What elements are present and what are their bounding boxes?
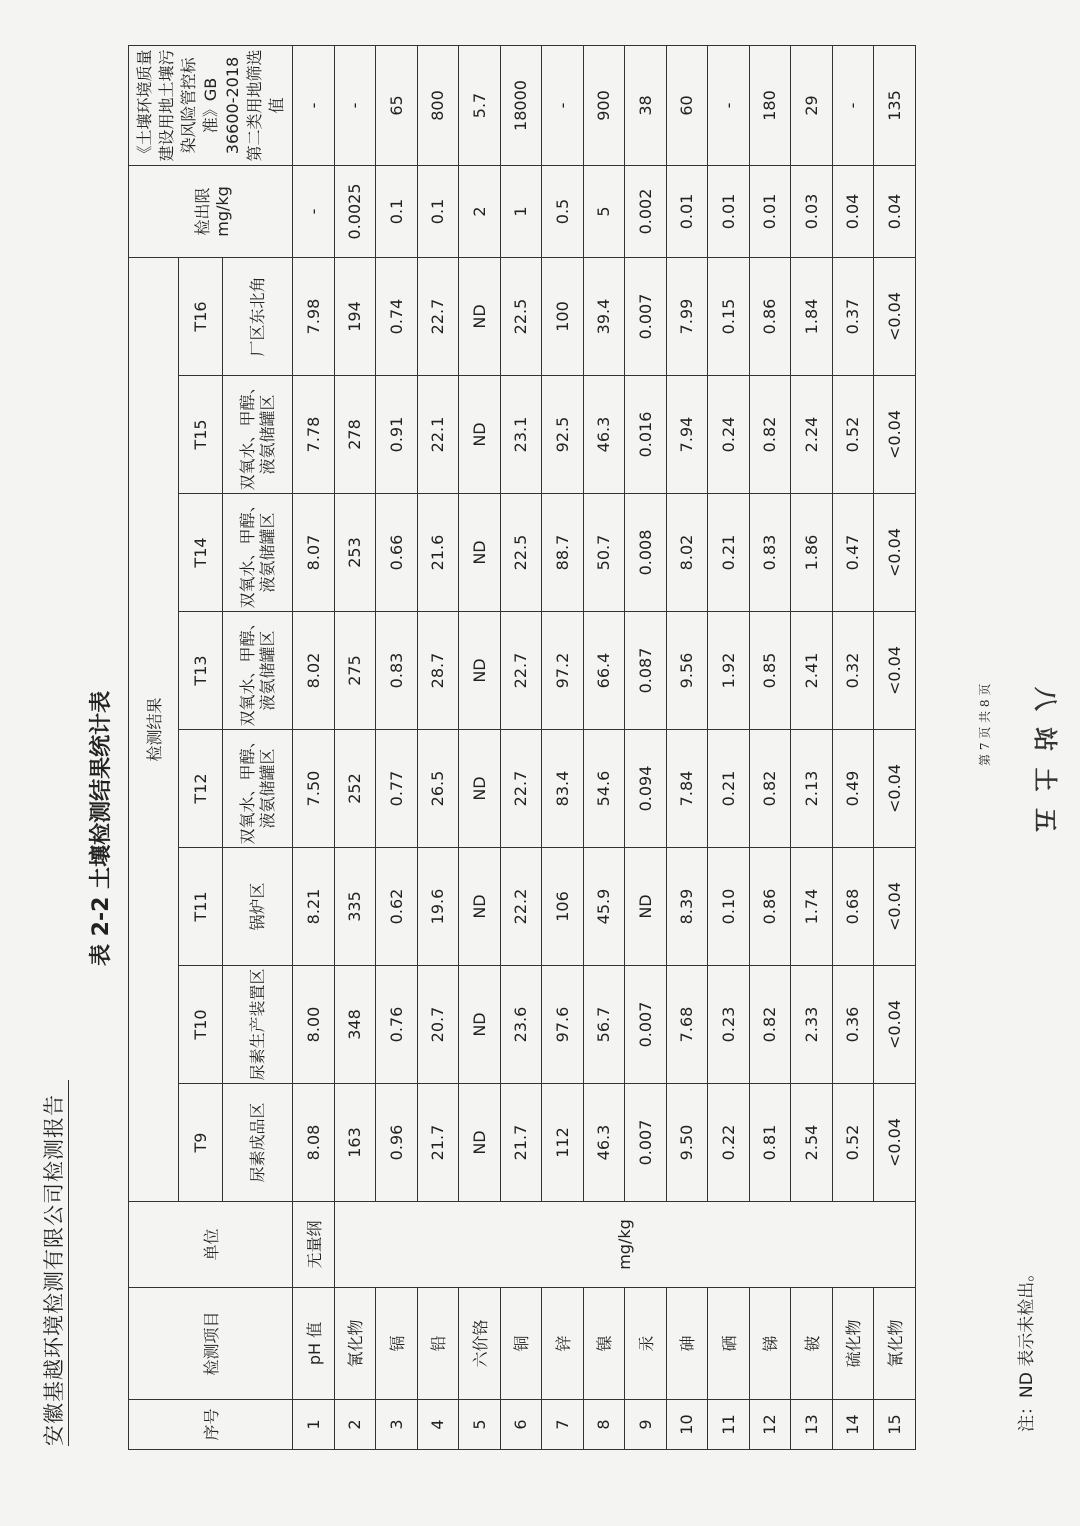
result-value: 8.02	[666, 494, 708, 612]
result-value: 23.6	[500, 966, 542, 1084]
row-item: 铅	[417, 1288, 459, 1400]
result-value: 348	[334, 966, 376, 1084]
table-title: 表 2-2 土壤检测结果统计表	[89, 690, 114, 966]
result-value: 21.7	[417, 1084, 459, 1202]
result-value: 7.78	[293, 376, 335, 494]
result-value: 22.5	[500, 257, 542, 375]
result-value: 0.21	[708, 494, 750, 612]
result-value: 0.10	[708, 848, 750, 966]
row-number: 6	[500, 1400, 542, 1450]
result-value: 2.24	[791, 376, 833, 494]
sample-id: T12	[179, 730, 223, 848]
row-detection-limit: 0.03	[791, 165, 833, 257]
result-value: 7.68	[666, 966, 708, 1084]
result-value: 50.7	[583, 494, 625, 612]
result-value: 0.82	[749, 966, 791, 1084]
result-value: 0.96	[376, 1084, 418, 1202]
result-value: 0.52	[832, 376, 874, 494]
header-detection-limit: 检出限 mg/kg	[129, 165, 293, 257]
page-number: 第 7 页 共 8 页	[978, 683, 992, 766]
result-value: 7.98	[293, 257, 335, 375]
result-value: 0.85	[749, 612, 791, 730]
row-unit: 无量纲	[293, 1202, 335, 1288]
row-item: 氰化物	[334, 1288, 376, 1400]
row-detection-limit: 0.04	[832, 165, 874, 257]
result-value: 88.7	[542, 494, 584, 612]
row-detection-limit: 0.5	[542, 165, 584, 257]
result-value: 0.36	[832, 966, 874, 1084]
table-row	[293, 45, 335, 1449]
result-value: 22.7	[500, 730, 542, 848]
row-standard-value: 135	[874, 45, 916, 165]
result-value: 0.007	[625, 257, 667, 375]
result-value: 22.1	[417, 376, 459, 494]
result-value: 19.6	[417, 848, 459, 966]
result-value: 8.08	[293, 1084, 335, 1202]
row-standard-value: 180	[749, 45, 791, 165]
row-standard-value: 800	[417, 45, 459, 165]
row-standard-value: -	[832, 45, 874, 165]
sample-location: 锅炉区	[223, 848, 293, 966]
result-value: <0.04	[874, 1084, 916, 1202]
result-value: 106	[542, 848, 584, 966]
row-number: 3	[376, 1400, 418, 1450]
header-item: 检测项目	[129, 1288, 293, 1400]
row-standard-value: 29	[791, 45, 833, 165]
result-value: 194	[334, 257, 376, 375]
result-value: 0.47	[832, 494, 874, 612]
row-detection-limit: 0.0025	[334, 165, 376, 257]
result-value: ND	[459, 257, 501, 375]
result-value: 7.99	[666, 257, 708, 375]
result-value: 28.7	[417, 612, 459, 730]
result-value: ND	[459, 612, 501, 730]
result-value: 0.66	[376, 494, 418, 612]
row-item: 镉	[376, 1288, 418, 1400]
row-item: 铜	[500, 1288, 542, 1400]
row-number: 4	[417, 1400, 459, 1450]
row-item: 硒	[708, 1288, 750, 1400]
result-value: <0.04	[874, 494, 916, 612]
result-value: 0.82	[749, 376, 791, 494]
result-value: 2.54	[791, 1084, 833, 1202]
result-value: 8.39	[666, 848, 708, 966]
result-value: ND	[459, 730, 501, 848]
result-value: 0.49	[832, 730, 874, 848]
result-value: <0.04	[874, 257, 916, 375]
result-value: ND	[459, 1084, 501, 1202]
result-value: <0.04	[874, 966, 916, 1084]
result-value: 0.68	[832, 848, 874, 966]
row-item: 硫化物	[832, 1288, 874, 1400]
row-standard-value: 900	[583, 45, 625, 165]
result-value: 0.087	[625, 612, 667, 730]
result-value: 335	[334, 848, 376, 966]
row-number: 2	[334, 1400, 376, 1450]
result-value: 0.22	[708, 1084, 750, 1202]
sample-id: T15	[179, 376, 223, 494]
results-table	[128, 45, 916, 1450]
result-value: 97.2	[542, 612, 584, 730]
result-value: 0.007	[625, 1084, 667, 1202]
row-standard-value: 38	[625, 45, 667, 165]
sample-id: T9	[179, 1084, 223, 1202]
result-value: 21.6	[417, 494, 459, 612]
result-value: 66.4	[583, 612, 625, 730]
row-standard-value: 5.7	[459, 45, 501, 165]
result-value: ND	[625, 848, 667, 966]
row-number: 15	[874, 1400, 916, 1450]
row-number: 13	[791, 1400, 833, 1450]
result-value: 1.86	[791, 494, 833, 612]
row-detection-limit: 0.01	[666, 165, 708, 257]
row-detection-limit: 5	[583, 165, 625, 257]
result-value: <0.04	[874, 848, 916, 966]
row-standard-value: -	[293, 45, 335, 165]
result-value: 100	[542, 257, 584, 375]
result-value: 2.33	[791, 966, 833, 1084]
result-value: 252	[334, 730, 376, 848]
company-header: 安徽基越环境检测有限公司检测报告	[38, 1080, 69, 1446]
row-item: 铍	[791, 1288, 833, 1400]
result-value: 22.5	[500, 494, 542, 612]
result-value: ND	[459, 966, 501, 1084]
row-number: 7	[542, 1400, 584, 1450]
row-number: 8	[583, 1400, 625, 1450]
sample-location: 双氧水、甲醇、液氨储罐区	[223, 376, 293, 494]
result-value: 2.41	[791, 612, 833, 730]
sample-location: 尿素成品区	[223, 1084, 293, 1202]
result-value: <0.04	[874, 612, 916, 730]
row-number: 9	[625, 1400, 667, 1450]
result-value: 20.7	[417, 966, 459, 1084]
result-value: 8.00	[293, 966, 335, 1084]
result-value: 46.3	[583, 376, 625, 494]
header-seq: 序号	[129, 1400, 293, 1450]
result-value: 39.4	[583, 257, 625, 375]
row-item: pH 值	[293, 1288, 335, 1400]
result-value: 0.21	[708, 730, 750, 848]
sample-location: 尿素生产装置区	[223, 966, 293, 1084]
result-value: ND	[459, 848, 501, 966]
row-detection-limit: -	[293, 165, 335, 257]
result-value: 0.86	[749, 257, 791, 375]
row-item: 汞	[625, 1288, 667, 1400]
result-value: 0.82	[749, 730, 791, 848]
result-value: 7.84	[666, 730, 708, 848]
row-standard-value: 18000	[500, 45, 542, 165]
result-value: 0.62	[376, 848, 418, 966]
result-value: 45.9	[583, 848, 625, 966]
result-value: 1.84	[791, 257, 833, 375]
stamp-mark: 八 站 土 五	[1031, 686, 1059, 836]
row-detection-limit: 1	[500, 165, 542, 257]
results-body	[293, 45, 916, 1449]
row-unit: mg/kg	[334, 1202, 915, 1288]
row-detection-limit: 0.1	[376, 165, 418, 257]
row-standard-value: -	[334, 45, 376, 165]
row-number: 14	[832, 1400, 874, 1450]
result-value: 275	[334, 612, 376, 730]
table-row	[334, 45, 376, 1449]
result-value: 7.50	[293, 730, 335, 848]
result-value: 253	[334, 494, 376, 612]
result-value: 0.23	[708, 966, 750, 1084]
result-value: 0.37	[832, 257, 874, 375]
result-value: 0.77	[376, 730, 418, 848]
result-value: 0.15	[708, 257, 750, 375]
result-value: 46.3	[583, 1084, 625, 1202]
row-item: 砷	[666, 1288, 708, 1400]
result-value: 1.74	[791, 848, 833, 966]
result-value: 8.02	[293, 612, 335, 730]
result-value: 0.91	[376, 376, 418, 494]
result-value: 0.016	[625, 376, 667, 494]
result-value: 1.92	[708, 612, 750, 730]
sample-id: T14	[179, 494, 223, 612]
result-value: 163	[334, 1084, 376, 1202]
row-number: 1	[293, 1400, 335, 1450]
result-value: ND	[459, 376, 501, 494]
result-value: 0.094	[625, 730, 667, 848]
result-value: 21.7	[500, 1084, 542, 1202]
row-number: 5	[459, 1400, 501, 1450]
result-value: 26.5	[417, 730, 459, 848]
footnote: 注：ND 表示未检出。	[1017, 1264, 1037, 1432]
result-value: 0.86	[749, 848, 791, 966]
result-value: 0.76	[376, 966, 418, 1084]
result-value: 83.4	[542, 730, 584, 848]
result-value: 112	[542, 1084, 584, 1202]
result-value: <0.04	[874, 730, 916, 848]
result-value: 0.81	[749, 1084, 791, 1202]
result-value: 0.007	[625, 966, 667, 1084]
header-results: 检测结果	[129, 257, 179, 1201]
result-value: 22.7	[500, 612, 542, 730]
row-detection-limit: 0.01	[708, 165, 750, 257]
result-value: ND	[459, 494, 501, 612]
result-value: 0.52	[832, 1084, 874, 1202]
result-value: 7.94	[666, 376, 708, 494]
row-detection-limit: 0.002	[625, 165, 667, 257]
header-standard: 《土壤环境质量 建设用地土壤污染风险管控标准》GB 36600-2018 第二类用地筛选值	[129, 45, 293, 165]
result-value: 0.008	[625, 494, 667, 612]
sample-location: 双氧水、甲醇、液氨储罐区	[223, 612, 293, 730]
sample-id: T10	[179, 966, 223, 1084]
result-value: 92.5	[542, 376, 584, 494]
row-number: 11	[708, 1400, 750, 1450]
result-value: 278	[334, 376, 376, 494]
row-standard-value: -	[542, 45, 584, 165]
result-value: 8.07	[293, 494, 335, 612]
result-value: 0.32	[832, 612, 874, 730]
row-detection-limit: 2	[459, 165, 501, 257]
row-number: 10	[666, 1400, 708, 1450]
row-detection-limit: 0.01	[749, 165, 791, 257]
row-item: 锑	[749, 1288, 791, 1400]
row-number: 12	[749, 1400, 791, 1450]
result-value: 56.7	[583, 966, 625, 1084]
result-value: 23.1	[500, 376, 542, 494]
row-detection-limit: 0.1	[417, 165, 459, 257]
row-item: 镍	[583, 1288, 625, 1400]
result-value: 2.13	[791, 730, 833, 848]
result-value: <0.04	[874, 376, 916, 494]
sample-location: 双氧水、甲醇、液氨储罐区	[223, 494, 293, 612]
result-value: 0.83	[749, 494, 791, 612]
row-detection-limit: 0.04	[874, 165, 916, 257]
sample-location: 双氧水、甲醇、液氨储罐区	[223, 730, 293, 848]
result-value: 54.6	[583, 730, 625, 848]
result-value: 9.50	[666, 1084, 708, 1202]
row-standard-value: 65	[376, 45, 418, 165]
result-value: 0.83	[376, 612, 418, 730]
result-value: 0.24	[708, 376, 750, 494]
result-value: 22.7	[417, 257, 459, 375]
row-item: 氰化物	[874, 1288, 916, 1400]
sample-id: T13	[179, 612, 223, 730]
row-standard-value: 60	[666, 45, 708, 165]
sample-id: T11	[179, 848, 223, 966]
result-value: 0.74	[376, 257, 418, 375]
row-item: 锌	[542, 1288, 584, 1400]
sample-id: T16	[179, 257, 223, 375]
result-value: 97.6	[542, 966, 584, 1084]
result-value: 8.21	[293, 848, 335, 966]
sample-location: 厂区东北角	[223, 257, 293, 375]
header-unit: 单位	[129, 1202, 293, 1288]
row-standard-value: -	[708, 45, 750, 165]
result-value: 22.2	[500, 848, 542, 966]
row-item: 六价铬	[459, 1288, 501, 1400]
result-value: 9.56	[666, 612, 708, 730]
